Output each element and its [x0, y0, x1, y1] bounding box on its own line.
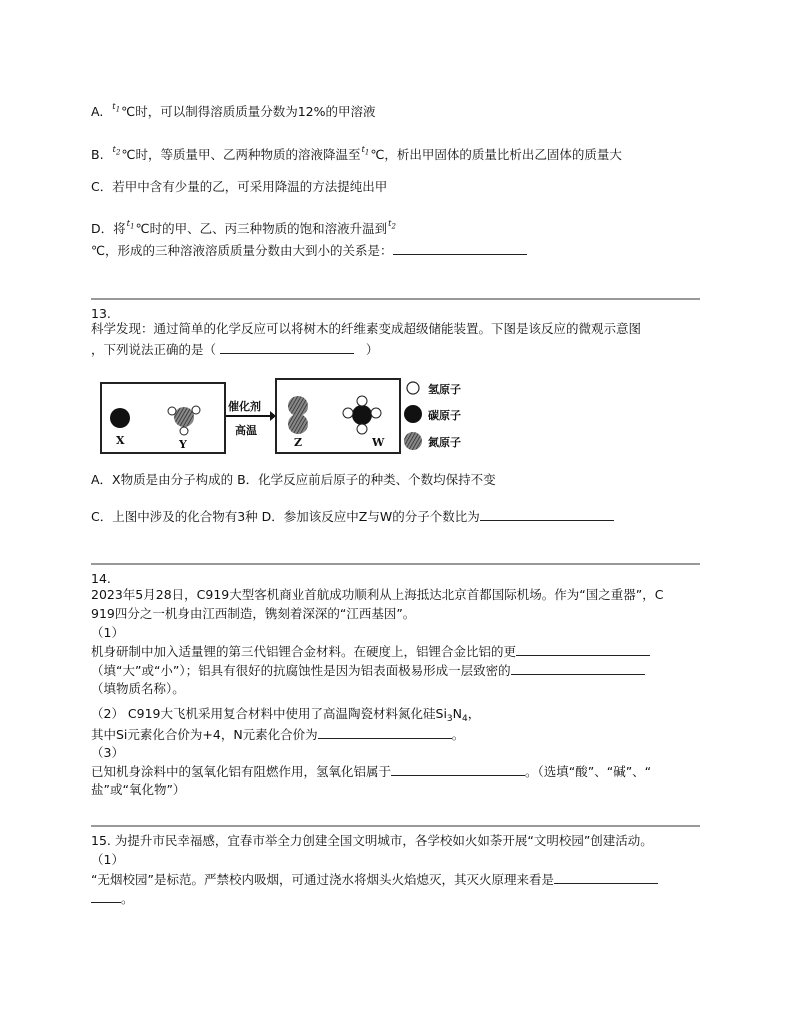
q15-principle-blank-cont[interactable]: [91, 890, 121, 903]
q15-stem: 15. 为提升市民幸福感，宜春市举全力创建全国文明城市，各学校如火如荼开展“文明校园”创建活动。: [91, 833, 653, 848]
q14-number: 14.: [91, 571, 111, 586]
q13-options-ab: A．X物质是由分子构成的 B．化学反应前后原子的种类、个数均保持不变: [91, 472, 496, 487]
q15-part1-number: （1）: [91, 852, 124, 867]
q14-stem-line1: 2023年5月28日，C919大型客机商业首航成功顺利从上海抵达北京首都国际机场。作为“国之重器”，C: [91, 587, 664, 602]
q12-option-c: C．若甲中含有少量的乙，可采用降温的方法提纯出甲: [91, 179, 388, 194]
legend-nitrogen-icon: [404, 432, 422, 450]
q13-options-cd: C．上图中涉及的化合物有3种 D．参加该反应中Z与W的分子个数比为: [91, 508, 614, 525]
w-hydrogen-atom: [371, 408, 381, 418]
q15-part1-line1: “无烟校园”是标范。严禁校内吸烟，可通过浇水将烟头火焰熄灭，其灭火原理来看是: [91, 871, 658, 888]
z-nitrogen-atom: [288, 396, 308, 416]
legend-hydrogen-label: 氢原子: [428, 383, 461, 396]
q13-stem-line2: ，下列说法正确的是（ ）: [91, 342, 379, 357]
q12-option-d-line2: ℃，形成的三种溶液溶质质量分数由大到小的关系是：: [91, 242, 527, 259]
label-y: Y: [179, 438, 187, 451]
reaction-diagram: [100, 378, 480, 458]
q13-stem-line1: 科学发现：通过简单的化学反应可以将树木的纤维素变成超级储能装置。下图是该反应的微观示意图: [91, 321, 642, 336]
q14-part3-line2: 盐”或“氧化物”）: [91, 782, 186, 797]
q12-option-d: D．将$^{t_1}$℃时的甲、乙、丙三种物质的饱和溶液升温到$^{t_2}$: [91, 219, 396, 236]
legend-hydrogen-icon: [407, 382, 419, 394]
divider-q14: [91, 563, 700, 565]
q14-hardness-blank[interactable]: [516, 643, 650, 656]
label-z: Z: [294, 436, 303, 449]
w-carbon-atom: [352, 405, 372, 425]
q13-ratio-blank[interactable]: [480, 508, 614, 521]
q15-part1-line2: 。: [91, 890, 134, 907]
divider-q13: [91, 298, 700, 300]
legend-carbon-icon: [404, 405, 422, 423]
arrow-catalyst-label: 催化剂: [228, 400, 261, 413]
q14-category-blank[interactable]: [391, 763, 525, 776]
q13-number: 13.: [91, 306, 111, 321]
q14-part1-line1: 机身研制中加入适量锂的第三代铝锂合金材料。在硬度上，铝锂合金比铝的更: [91, 643, 650, 660]
y-hydrogen-atom: [180, 427, 188, 435]
y-hydrogen-atom: [192, 406, 200, 414]
q12-answer-blank[interactable]: [393, 242, 527, 255]
q12-option-a: A. $^{t_1}$℃时，可以制得溶质质量分数为12%的甲溶液: [91, 102, 376, 119]
w-hydrogen-atom: [357, 424, 367, 434]
q14-part1-line2: （填“大”或“小”）；铝具有很好的抗腐蚀性是因为铝表面极易形成一层致密的: [91, 662, 645, 679]
reaction-molecules: [100, 378, 480, 458]
q14-part3-line1: 已知机身涂料中的氢氧化铝有阻燃作用，氢氧化铝属于 。（选填“酸”、“碱”、“: [91, 764, 652, 779]
q14-part1-number: （1）: [91, 625, 124, 640]
q14-film-blank[interactable]: [511, 662, 645, 675]
arrow-temp-label: 高温: [235, 424, 257, 437]
q14-valence-blank[interactable]: [318, 726, 452, 739]
w-hydrogen-atom: [357, 396, 367, 406]
w-hydrogen-atom: [343, 408, 353, 418]
q14-part2-line2: 其中Si元素化合价为+4，N元素化合价为 。: [91, 727, 465, 742]
z-nitrogen-atom: [288, 414, 308, 434]
q14-part3-number: （3）: [91, 745, 124, 760]
q13-answer-blank[interactable]: [220, 341, 354, 354]
q14-part2-line1: （2） C919大飞机采用复合材料中使用了高温陶瓷材料氮化硅$Si_3N_4$，: [91, 706, 481, 724]
legend-carbon-label: 碳原子: [428, 409, 461, 422]
q15-principle-blank[interactable]: [554, 871, 658, 884]
label-x: X: [116, 434, 125, 447]
legend-nitrogen-label: 氮原子: [428, 436, 461, 449]
y-hydrogen-atom: [168, 407, 176, 415]
x-carbon-atom: [110, 408, 130, 428]
q14-part1-line3: （填物质名称）。: [91, 681, 185, 696]
q12-option-b: B. $^{t_2}$℃时，等质量甲、乙两种物质的溶液降温至$^{t_1}$℃，析出甲固体的质量比析出乙固体的质量大: [91, 145, 622, 162]
divider-q15: [91, 825, 700, 827]
q14-stem-line2: 919四分之一机身由江西制造，镌刻着深深的“江西基因”。: [91, 606, 416, 621]
y-nitrogen-atom: [174, 407, 194, 427]
label-w: W: [372, 436, 385, 449]
